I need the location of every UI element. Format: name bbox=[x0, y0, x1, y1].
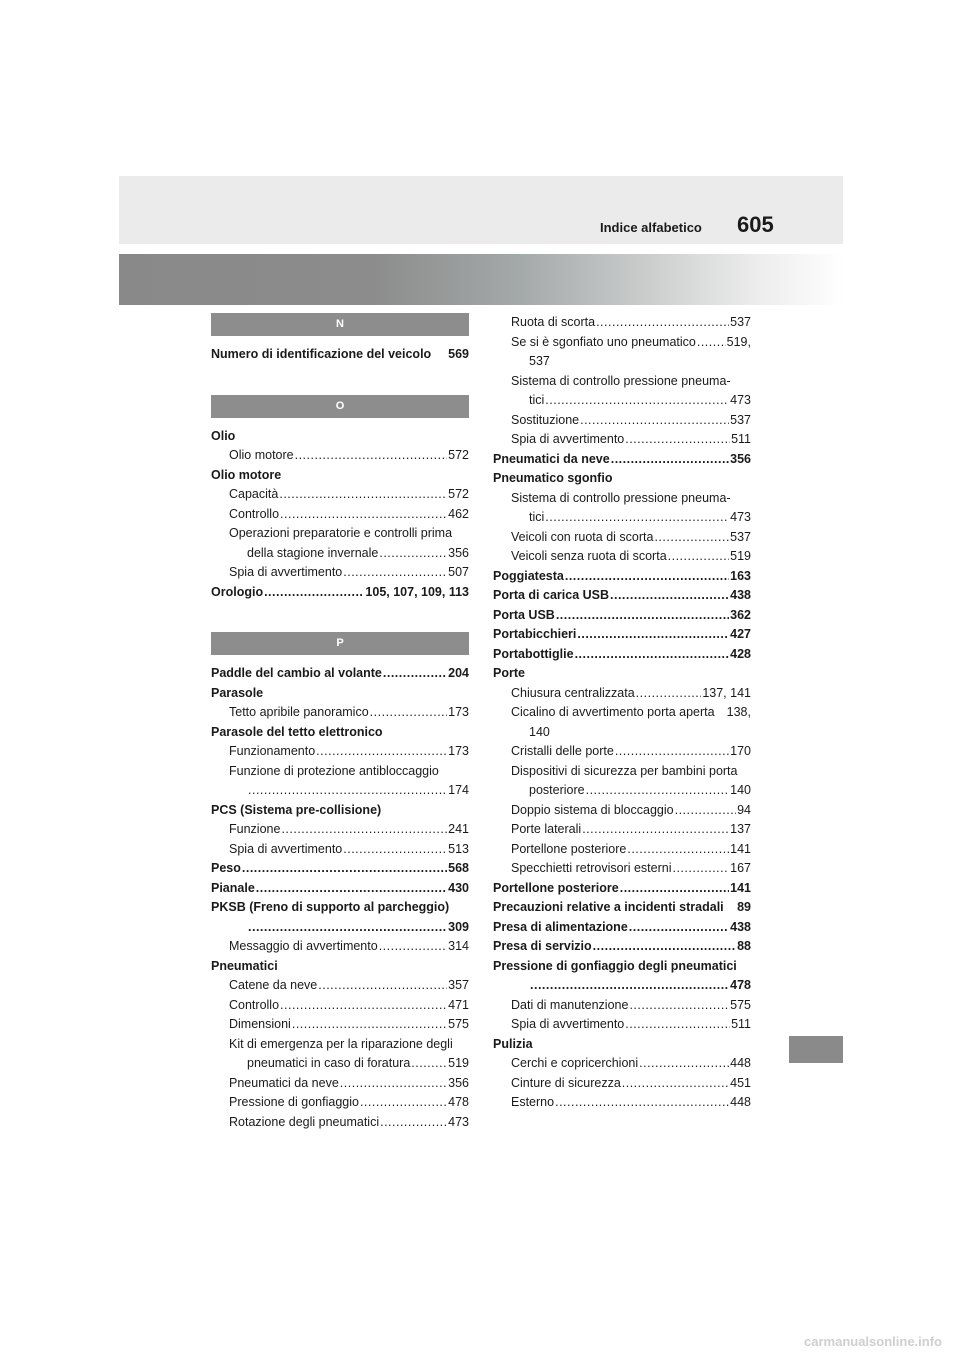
dot-leader bbox=[242, 859, 447, 879]
index-entry bbox=[493, 352, 751, 372]
entry-page-ref[interactable]: 537 bbox=[730, 529, 751, 544]
watermark: carmanualsonline.info bbox=[804, 1334, 942, 1349]
entry-page-ref[interactable]: 537 bbox=[730, 412, 751, 427]
entry-page-ref[interactable]: 137, 141 bbox=[702, 685, 751, 700]
letter-heading: N bbox=[211, 313, 469, 336]
letter-heading: O bbox=[211, 395, 469, 418]
dot-leader bbox=[611, 450, 729, 470]
entry-label: Olio motore bbox=[211, 467, 282, 482]
entry-label: Presa di alimentazione bbox=[493, 919, 628, 934]
entry-label: Sistema di controllo pressione pneuma- bbox=[511, 373, 731, 388]
index-entry bbox=[211, 544, 469, 564]
dot-leader bbox=[545, 391, 729, 411]
entry-label: Orologio bbox=[211, 584, 264, 599]
entry-label: Paddle del cambio al volante bbox=[211, 666, 382, 680]
spacer bbox=[211, 418, 469, 427]
page-number: 605 bbox=[737, 212, 774, 237]
dot-leader bbox=[577, 625, 729, 645]
dot-leader bbox=[292, 1015, 447, 1035]
entry-page-ref[interactable]: 451 bbox=[730, 1075, 751, 1090]
entry-page-ref[interactable]: 572 bbox=[448, 487, 469, 501]
entry-label: Kit di emergenza per la riparazione degli bbox=[229, 1036, 453, 1051]
dot-leader bbox=[360, 1093, 447, 1113]
dot-leader bbox=[383, 664, 447, 684]
index-entry bbox=[211, 996, 469, 1016]
dot-leader bbox=[586, 781, 730, 801]
entry-label: Controllo bbox=[229, 997, 280, 1012]
entry-page-ref[interactable]: 519, bbox=[726, 334, 751, 349]
entry-label: Cicalino di avvertimento porta aperta bbox=[511, 705, 715, 719]
entry-label: PKSB (Freno di supporto al parcheggio) bbox=[211, 900, 450, 914]
index-entry bbox=[211, 937, 469, 957]
entry-page-ref[interactable]: 471 bbox=[448, 997, 469, 1012]
dot-leader bbox=[545, 508, 729, 528]
index-entry bbox=[493, 840, 751, 860]
section-title: Indice alfabetico bbox=[600, 220, 702, 235]
entry-page-ref[interactable]: 473 bbox=[730, 393, 751, 407]
entry-label: Operazioni preparatorie e controlli prima bbox=[229, 526, 453, 540]
dot-leader bbox=[582, 820, 729, 840]
dot-leader bbox=[370, 703, 447, 723]
entry-label: PCS (Sistema pre-collisione) bbox=[211, 802, 382, 817]
index-entry bbox=[493, 723, 751, 743]
entry-page-ref[interactable]: 473 bbox=[730, 510, 751, 524]
dot-leader bbox=[697, 333, 726, 353]
entry-label: Sistema di controllo pressione pneuma- bbox=[511, 490, 731, 505]
index-entry bbox=[211, 918, 469, 938]
entry-label: pneumatici in caso di foratura bbox=[247, 1056, 411, 1070]
entry-page-ref[interactable]: 88 bbox=[737, 939, 751, 953]
index-entry bbox=[211, 505, 469, 525]
index-entry bbox=[493, 684, 751, 704]
dot-leader bbox=[636, 684, 702, 704]
entry-label: Esterno bbox=[511, 1095, 555, 1109]
entry-label: Catene da neve bbox=[229, 978, 318, 992]
dot-leader bbox=[629, 918, 729, 938]
dot-leader bbox=[343, 840, 447, 860]
index-entry bbox=[211, 583, 469, 603]
entry-label: Dispositivi di sicurezza per bambini porta bbox=[511, 763, 738, 778]
entry-page-ref[interactable]: 138, bbox=[726, 705, 751, 719]
index-entry bbox=[211, 723, 469, 743]
index-entry bbox=[493, 976, 751, 996]
entry-page-ref[interactable]: 140 bbox=[730, 783, 751, 797]
entry-page-ref[interactable]: 507 bbox=[448, 565, 469, 579]
entry-label: Messaggio di avvertimento bbox=[229, 939, 378, 953]
entry-page-ref[interactable]: 362 bbox=[730, 607, 751, 622]
entry-label: Olio motore bbox=[229, 448, 294, 462]
entry-page-ref[interactable]: 473 bbox=[448, 1114, 469, 1129]
letter-heading: P bbox=[211, 632, 469, 655]
entry-label: Veicoli senza ruota di scorta bbox=[511, 549, 667, 563]
index-entry bbox=[493, 664, 751, 684]
index-entry bbox=[493, 567, 751, 587]
entry-page-ref[interactable]: 438 bbox=[730, 588, 751, 602]
index-column-right bbox=[493, 313, 751, 1113]
spacer bbox=[211, 655, 469, 664]
index-entry bbox=[211, 820, 469, 840]
entry-label: Portellone posteriore bbox=[493, 880, 619, 895]
entry-label: Controllo bbox=[229, 506, 280, 521]
entry-label: Poggiatesta bbox=[493, 568, 564, 583]
index-entry bbox=[493, 508, 751, 528]
index-entry bbox=[493, 1074, 751, 1094]
index-entry bbox=[211, 563, 469, 583]
dot-leader bbox=[654, 528, 729, 548]
dot-leader bbox=[675, 801, 737, 821]
dot-leader bbox=[625, 1015, 730, 1035]
entry-page-ref[interactable]: 462 bbox=[448, 506, 469, 521]
dot-leader bbox=[280, 505, 447, 525]
dot-leader bbox=[379, 544, 447, 564]
dot-leader bbox=[625, 430, 730, 450]
index-entry bbox=[493, 781, 751, 801]
entry-page-ref[interactable]: 511 bbox=[731, 432, 751, 446]
entry-label: tici bbox=[529, 393, 545, 407]
entry-page-ref[interactable]: 137 bbox=[730, 822, 751, 836]
entry-page-ref[interactable]: 141 bbox=[730, 841, 751, 856]
entry-label: Portabicchieri bbox=[493, 627, 577, 641]
entry-label: Funzionamento bbox=[229, 744, 316, 758]
entry-label: Olio bbox=[211, 428, 236, 443]
index-entry bbox=[493, 859, 751, 879]
entry-label: Pressione di gonfiaggio bbox=[229, 1095, 359, 1109]
entry-label: Dimensioni bbox=[229, 1017, 291, 1031]
index-entry bbox=[493, 313, 751, 333]
index-entry bbox=[493, 801, 751, 821]
dot-leader bbox=[672, 859, 729, 879]
index-entry bbox=[211, 801, 469, 821]
entry-label: Porte bbox=[493, 666, 525, 680]
entry-label: della stagione invernale bbox=[247, 545, 379, 560]
index-entry bbox=[493, 391, 751, 411]
dot-leader bbox=[340, 1074, 447, 1094]
entry-label: Funzione di protezione antibloccaggio bbox=[229, 763, 439, 778]
entry-label: Chiusura centralizzata bbox=[511, 685, 635, 700]
entry-page-ref[interactable]: 356 bbox=[448, 1075, 469, 1090]
entry-label: Pneumatici da neve bbox=[493, 451, 610, 466]
entry-label: Capacità bbox=[229, 487, 279, 501]
entry-label: Pressione di gonfiaggio degli pneumatici bbox=[493, 958, 737, 973]
index-entry bbox=[493, 1015, 751, 1035]
dot-leader bbox=[411, 1054, 447, 1074]
index-entry bbox=[211, 703, 469, 723]
entry-page-ref[interactable]: 314 bbox=[448, 939, 469, 953]
index-entry bbox=[493, 879, 751, 899]
entry-label: Pianale bbox=[211, 880, 255, 895]
entry-page-ref[interactable]: 170 bbox=[730, 744, 751, 758]
index-entry bbox=[211, 1074, 469, 1094]
index-entry bbox=[211, 898, 469, 918]
index-entry bbox=[493, 450, 751, 470]
entry-page-ref[interactable]: 105, 107, 109, 113 bbox=[365, 584, 469, 599]
dot-leader bbox=[530, 976, 729, 996]
entry-page-ref[interactable]: 427 bbox=[730, 627, 751, 641]
dot-leader bbox=[295, 446, 448, 466]
section-spacer bbox=[211, 365, 469, 395]
entry-page-ref[interactable]: 163 bbox=[730, 568, 751, 583]
entry-page-ref[interactable]: 204 bbox=[448, 666, 469, 680]
index-entry bbox=[493, 1054, 751, 1074]
dot-leader bbox=[556, 606, 729, 626]
entry-page-ref[interactable]: 428 bbox=[730, 646, 751, 661]
index-entry bbox=[211, 742, 469, 762]
index-entry bbox=[493, 606, 751, 626]
dot-leader bbox=[343, 563, 447, 583]
index-entry bbox=[493, 1093, 751, 1113]
entry-page-ref[interactable]: 448 bbox=[730, 1095, 751, 1109]
index-entry bbox=[211, 1093, 469, 1113]
index-entry bbox=[493, 430, 751, 450]
index-entry bbox=[493, 762, 751, 782]
dot-leader bbox=[615, 742, 729, 762]
index-entry bbox=[493, 411, 751, 431]
dot-leader bbox=[580, 411, 729, 431]
entry-page-ref[interactable]: 356 bbox=[448, 545, 469, 560]
entry-page-ref[interactable]: 89 bbox=[737, 900, 751, 914]
index-entry bbox=[493, 489, 751, 509]
dot-leader bbox=[610, 586, 729, 606]
entry-label: Doppio sistema di bloccaggio bbox=[511, 802, 674, 817]
entry-label: Peso bbox=[211, 861, 241, 875]
index-entry bbox=[211, 879, 469, 899]
index-entry bbox=[493, 1035, 751, 1055]
entry-label: Ruota di scorta bbox=[511, 315, 596, 329]
index-entry bbox=[493, 918, 751, 938]
entry-label: Sostituzione bbox=[511, 412, 580, 427]
entry-label: Funzione bbox=[229, 822, 281, 836]
entry-label: Porta USB bbox=[493, 607, 555, 622]
entry-page-ref[interactable]: 519 bbox=[730, 549, 751, 563]
index-entry bbox=[493, 645, 751, 665]
entry-page-ref[interactable]: 309 bbox=[448, 919, 469, 934]
dot-leader bbox=[316, 742, 447, 762]
dot-leader bbox=[565, 567, 729, 587]
entry-label: Precauzioni relative a incidenti stradali bbox=[493, 900, 724, 914]
entry-label: 140 bbox=[529, 724, 550, 739]
index-entry bbox=[493, 528, 751, 548]
entry-label: Portellone posteriore bbox=[511, 841, 627, 856]
dot-leader bbox=[379, 937, 447, 957]
chapter-side-tab bbox=[789, 1036, 843, 1063]
entry-label: Porte laterali bbox=[511, 822, 582, 836]
entry-page-ref[interactable]: 173 bbox=[448, 705, 469, 719]
entry-page-ref[interactable]: 141 bbox=[730, 880, 751, 895]
index-entry bbox=[211, 762, 469, 782]
entry-label: Rotazione degli pneumatici bbox=[229, 1114, 380, 1129]
entry-label: Dati di manutenzione bbox=[511, 997, 629, 1012]
dot-leader bbox=[627, 840, 729, 860]
entry-label: Cinture di sicurezza bbox=[511, 1075, 621, 1090]
entry-page-ref[interactable]: 357 bbox=[448, 978, 469, 992]
entry-page-ref[interactable]: 478 bbox=[448, 1095, 469, 1109]
index-entry bbox=[493, 742, 751, 762]
entry-page-ref[interactable]: 513 bbox=[448, 841, 469, 856]
entry-label: Parasole bbox=[211, 685, 264, 700]
index-entry bbox=[211, 345, 469, 365]
entry-page-ref[interactable]: 519 bbox=[448, 1056, 469, 1070]
dot-leader bbox=[256, 879, 447, 899]
index-entry bbox=[493, 957, 751, 977]
index-entry bbox=[211, 446, 469, 466]
entry-label: Portabottiglie bbox=[493, 646, 574, 661]
entry-label: Pneumatico sgonfio bbox=[493, 471, 613, 485]
entry-label: Pulizia bbox=[493, 1036, 533, 1051]
entry-label: Pneumatici bbox=[211, 958, 278, 973]
entry-page-ref[interactable]: 448 bbox=[730, 1056, 751, 1070]
dot-leader bbox=[248, 918, 447, 938]
entry-label: Tetto apribile panoramico bbox=[229, 705, 369, 719]
index-entry bbox=[493, 469, 751, 489]
entry-page-ref[interactable]: 572 bbox=[448, 448, 469, 462]
dot-leader bbox=[264, 583, 364, 603]
entry-label: Spia di avvertimento bbox=[229, 841, 343, 856]
entry-label: Veicoli con ruota di scorta bbox=[511, 529, 654, 544]
index-entry bbox=[211, 1113, 469, 1133]
entry-label: Numero di identificazione del veicolo bbox=[211, 347, 432, 361]
entry-label: Presa di servizio bbox=[493, 939, 592, 953]
dot-leader bbox=[596, 313, 729, 333]
index-entry bbox=[211, 466, 469, 486]
entry-page-ref[interactable]: 575 bbox=[448, 1017, 469, 1031]
index-entry bbox=[211, 684, 469, 704]
entry-label: 537 bbox=[529, 354, 550, 368]
index-entry bbox=[211, 524, 469, 544]
index-entry bbox=[211, 664, 469, 684]
spacer bbox=[211, 336, 469, 345]
entry-page-ref[interactable]: 568 bbox=[448, 861, 469, 875]
dot-leader bbox=[575, 645, 730, 665]
dot-leader bbox=[380, 1113, 447, 1133]
entry-label: Spia di avvertimento bbox=[229, 565, 343, 579]
dot-leader bbox=[318, 976, 447, 996]
dot-leader bbox=[248, 781, 447, 801]
entry-label: Parasole del tetto elettronico bbox=[211, 724, 383, 739]
index-entry bbox=[493, 820, 751, 840]
entry-page-ref[interactable]: 356 bbox=[730, 451, 751, 466]
entry-label: Cerchi e copricerchioni bbox=[511, 1056, 639, 1070]
entry-page-ref[interactable]: 511 bbox=[731, 1017, 751, 1031]
entry-page-ref[interactable]: 241 bbox=[448, 822, 469, 836]
entry-page-ref[interactable]: 438 bbox=[730, 919, 751, 934]
dot-leader bbox=[279, 485, 447, 505]
entry-label: posteriore bbox=[529, 783, 585, 797]
index-entry bbox=[493, 625, 751, 645]
dot-leader bbox=[668, 547, 730, 567]
dot-leader bbox=[593, 937, 736, 957]
entry-label: Se si è sgonfiato uno pneumatico bbox=[511, 334, 696, 349]
index-entry bbox=[211, 976, 469, 996]
index-entry bbox=[493, 996, 751, 1016]
entry-page-ref[interactable]: 575 bbox=[730, 997, 751, 1012]
dot-leader bbox=[281, 820, 447, 840]
section-spacer bbox=[211, 602, 469, 632]
entry-page-ref[interactable]: 430 bbox=[448, 880, 469, 895]
dot-leader bbox=[620, 879, 729, 899]
index-entry bbox=[493, 898, 751, 918]
entry-label: Cristalli delle porte bbox=[511, 744, 614, 758]
entry-label: Pneumatici da neve bbox=[229, 1075, 339, 1090]
index-entry bbox=[211, 1015, 469, 1035]
index-entry bbox=[211, 427, 469, 447]
entry-page-ref[interactable]: 537 bbox=[730, 315, 751, 329]
index-entry bbox=[211, 840, 469, 860]
index-entry bbox=[493, 372, 751, 392]
entry-label: Spia di avvertimento bbox=[511, 1017, 625, 1031]
entry-page-ref[interactable]: 174 bbox=[448, 783, 469, 797]
dot-leader bbox=[622, 1074, 729, 1094]
entry-label: Spia di avvertimento bbox=[511, 432, 625, 446]
dot-leader bbox=[280, 996, 447, 1016]
entry-label: tici bbox=[529, 510, 545, 524]
index-entry bbox=[493, 547, 751, 567]
index-entry bbox=[211, 957, 469, 977]
index-entry bbox=[493, 703, 751, 723]
entry-page-ref[interactable]: 167 bbox=[730, 861, 751, 875]
entry-label: Specchietti retrovisori esterni bbox=[511, 861, 672, 875]
entry-label: Porta di carica USB bbox=[493, 588, 610, 602]
entry-page-ref[interactable]: 173 bbox=[448, 744, 469, 758]
dot-leader bbox=[629, 996, 729, 1016]
page-header-band bbox=[119, 176, 843, 244]
dot-leader bbox=[639, 1054, 729, 1074]
entry-page-ref[interactable]: 94 bbox=[737, 802, 751, 817]
index-entry bbox=[211, 781, 469, 801]
index-entry bbox=[211, 859, 469, 879]
index-entry bbox=[211, 1054, 469, 1074]
entry-page-ref[interactable]: 569 bbox=[448, 347, 469, 361]
dot-leader bbox=[555, 1093, 729, 1113]
entry-page-ref[interactable]: 478 bbox=[730, 978, 751, 992]
header-gradient-band bbox=[119, 254, 843, 305]
index-entry bbox=[493, 333, 751, 353]
index-entry bbox=[211, 485, 469, 505]
index-entry bbox=[211, 1035, 469, 1055]
index-column-left bbox=[211, 313, 469, 1132]
index-entry bbox=[493, 586, 751, 606]
index-entry bbox=[493, 937, 751, 957]
